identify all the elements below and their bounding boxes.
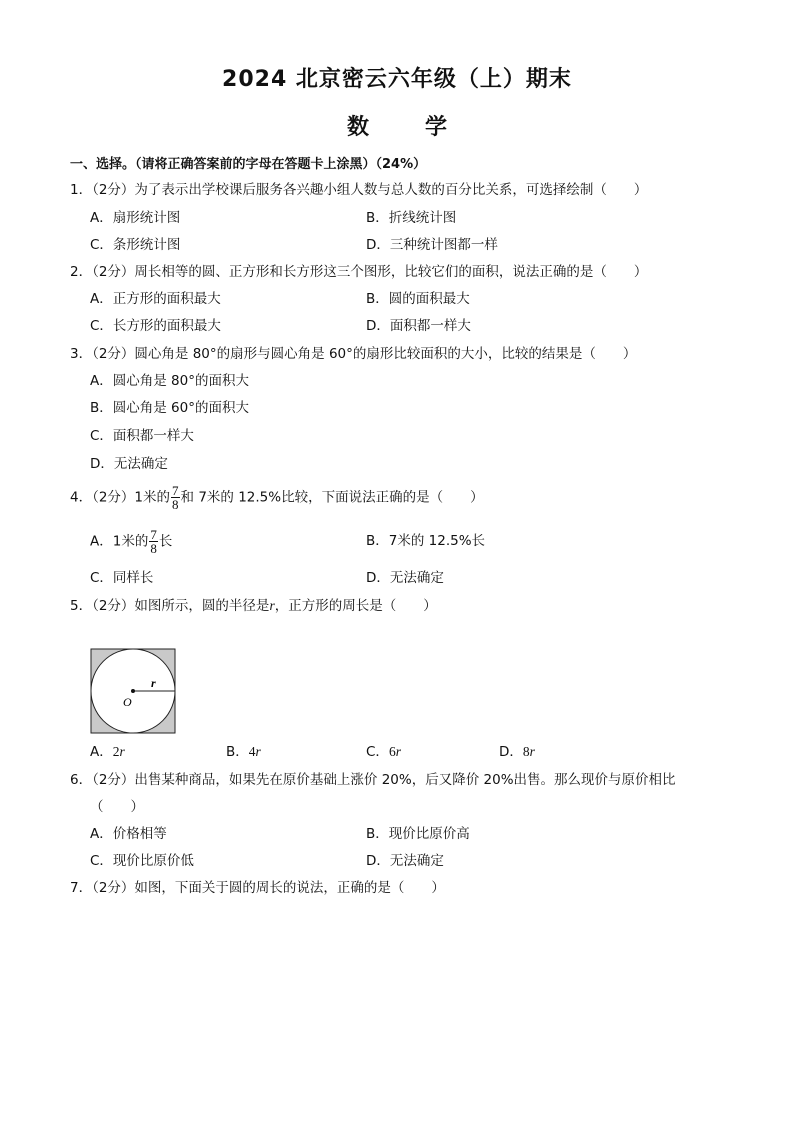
q5-optB-letter: B． <box>226 744 249 760</box>
circle-in-square-figure <box>90 648 178 736</box>
center-label: O <box>123 695 132 709</box>
q4-stem-prefix: 4．（2分）1米的 <box>70 489 171 506</box>
q5-optD-value: 8 <box>522 744 530 759</box>
q5-optC-letter: C． <box>366 744 389 760</box>
question-5-option-c <box>366 743 401 761</box>
q5-optA-letter: A． <box>90 744 113 760</box>
q4-optA-fraction <box>149 528 158 555</box>
question-3-option-b: B．圆心角是 60°的面积大 <box>90 400 249 416</box>
question-2-option-a: A．正方形的面积最大 <box>90 291 221 307</box>
question-2-option-d: D．面积都一样大 <box>366 318 471 334</box>
q5-optA-var: r <box>119 744 125 759</box>
subject-char-2: 学 <box>425 115 448 140</box>
q4-stem-denominator: 8 <box>172 497 179 512</box>
q5-optD-letter: D． <box>499 744 523 760</box>
question-3-stem: 3．（2分）圆心角是 80°的扇形与圆心角是 60°的扇形比较面积的大小，比较的结果是（ ） <box>70 346 637 362</box>
question-5-option-a <box>90 743 125 761</box>
subject-title <box>0 110 794 141</box>
section-heading: 一、选择。（请将正确答案前的字母在答题卡上涂黑）（24%） <box>70 157 427 172</box>
q4-stem-suffix: 和 7米的 12.5%比较，下面说法正确的是（ ） <box>180 489 484 506</box>
question-4-option-d: D．无法确定 <box>366 570 444 586</box>
question-1-stem: 1．（2分）为了表示出学校课后服务各兴趣小组人数与总人数的百分比关系，可选择绘制（ ） <box>70 182 648 198</box>
question-6-option-d: D．无法确定 <box>366 853 444 869</box>
page-title: 2024 北京密云六年级（上）期末 <box>222 67 572 92</box>
q5-stem-prefix: 5．（2分）如图所示，圆的半径是 <box>70 598 270 614</box>
question-5-option-d <box>499 743 535 761</box>
question-1-option-a: A．扇形统计图 <box>90 210 181 226</box>
q5-optB-var: r <box>255 744 261 759</box>
question-5-stem <box>70 597 437 615</box>
center-point <box>131 689 135 693</box>
q4-stem-numerator: 7 <box>172 483 179 498</box>
question-2-option-c: C．长方形的面积最大 <box>90 318 221 334</box>
question-6-option-b: B．现价比原价高 <box>366 826 470 842</box>
question-6-option-a: A．价格相等 <box>90 826 167 842</box>
question-2-option-b: B．圆的面积最大 <box>366 291 470 307</box>
question-6-stem-continued: （ ） <box>90 799 144 815</box>
q5-optB-value: 4 <box>248 744 256 759</box>
question-4-option-b: B．7米的 12.5%长 <box>366 533 486 549</box>
question-4-stem <box>70 484 484 511</box>
q4-optA-denominator: 8 <box>150 541 157 556</box>
question-1-option-c: C．条形统计图 <box>90 237 181 253</box>
q5-stem-suffix: ，正方形的周长是（ ） <box>274 598 437 614</box>
question-1-option-b: B．折线统计图 <box>366 210 457 226</box>
q5-optC-var: r <box>395 744 401 759</box>
q4-optA-prefix: A．1米的 <box>90 533 149 550</box>
question-6-stem: 6．（2分）出售某种商品，如果先在原价基础上涨价 20%，后又降价 20%出售。那么现价与原价相比 <box>70 772 676 788</box>
q4-stem-fraction <box>171 484 180 511</box>
subject-char-1: 数 <box>346 115 369 140</box>
radius-label: r <box>151 676 156 690</box>
question-4-option-c: C．同样长 <box>90 570 154 586</box>
q4-optA-suffix: 长 <box>158 533 173 550</box>
question-1-option-d: D．三种统计图都一样 <box>366 237 498 253</box>
question-2-stem: 2．（2分）周长相等的圆、正方形和长方形这三个图形，比较它们的面积，说法正确的是（ ） <box>70 264 648 280</box>
q5-optD-var: r <box>529 744 535 759</box>
q4-optA-numerator: 7 <box>150 527 157 542</box>
question-6-option-c: C．现价比原价低 <box>90 853 194 869</box>
question-3-option-a: A．圆心角是 80°的面积大 <box>90 373 249 389</box>
question-3-option-c: C．面积都一样大 <box>90 428 194 444</box>
q5-stem-variable: r <box>269 598 275 613</box>
q5-optC-value: 6 <box>388 744 396 759</box>
question-5-option-b <box>226 743 261 761</box>
question-7-stem: 7．（2分）如图，下面关于圆的周长的说法，正确的是（ ） <box>70 880 445 896</box>
question-3-option-d: D．无法确定 <box>90 456 168 472</box>
question-4-option-a <box>90 528 172 555</box>
q5-optA-value: 2 <box>112 744 120 759</box>
